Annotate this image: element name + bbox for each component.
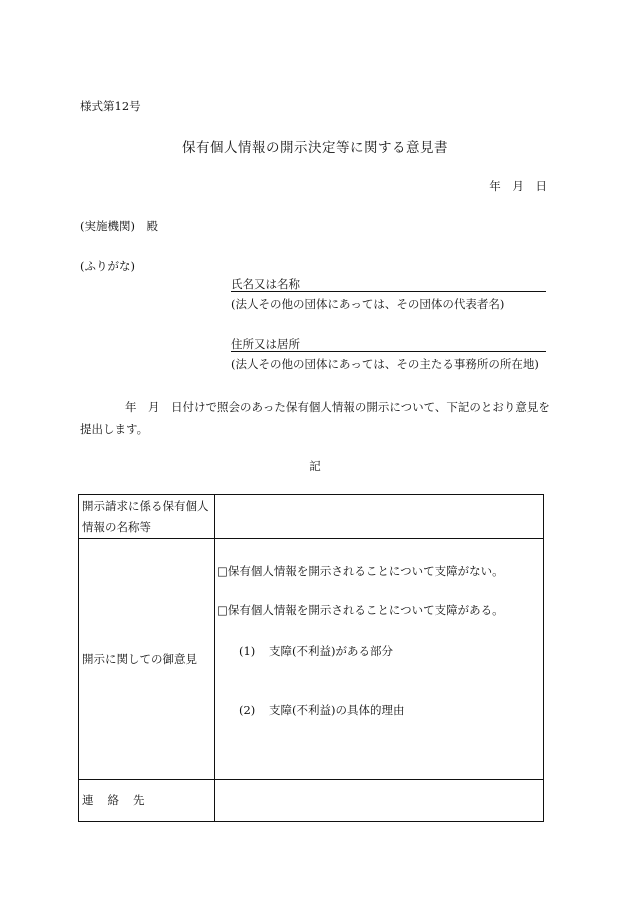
address-underline[interactable] [231, 351, 546, 352]
contact-label [79, 780, 215, 822]
option-no-objection[interactable]: □保有個人情報を開示されることについて支障がない。 [217, 564, 504, 578]
table-row [79, 495, 544, 539]
sub-item-2 [239, 702, 404, 718]
date-line: 年 月 日 [489, 179, 547, 193]
furigana-label: (ふりがな) [80, 259, 135, 273]
address-note: (法人その他の団体にあっては、その主たる事務所の所在地) [231, 357, 539, 371]
addressee: (実施機関) 殿 [80, 219, 158, 233]
document-title: 保有個人情報の開示決定等に関する意見書 [182, 140, 448, 156]
sub-item-2-text: 支障(不利益)の具体的理由 [269, 703, 405, 717]
opinion-table [78, 494, 544, 822]
ki-heading: 記 [309, 459, 321, 473]
table-row [79, 539, 544, 780]
sub-item-1-number: (1) [239, 644, 256, 658]
opinion-cell[interactable] [215, 539, 544, 780]
info-name-label: 開示請求に係る保有個人情報の名称等 [79, 495, 215, 539]
sub-item-1 [239, 643, 393, 659]
opinion-label: 開示に関しての御意見 [79, 539, 215, 780]
name-underline[interactable] [231, 291, 546, 292]
sub-item-2-number: (2) [239, 703, 256, 717]
form-number: 様式第12号 [80, 99, 141, 113]
contact-label-text: 連絡先 [82, 793, 159, 807]
contact-cell[interactable] [215, 780, 544, 822]
table-row [79, 780, 544, 822]
info-name-cell[interactable] [215, 495, 544, 539]
statement-text: 年 月 日付けで照会のあった保有個人情報の開示について、下記のとおり意見を提出します。 [80, 400, 550, 436]
option-objection[interactable]: □保有個人情報を開示されることについて支障がある。 [217, 603, 504, 617]
name-label: 氏名又は名称 [231, 277, 300, 291]
sub-item-1-text: 支障(不利益)がある部分 [269, 644, 393, 658]
address-label: 住所又は居所 [231, 337, 300, 351]
name-note: (法人その他の団体にあっては、その団体の代表者名) [231, 297, 505, 311]
